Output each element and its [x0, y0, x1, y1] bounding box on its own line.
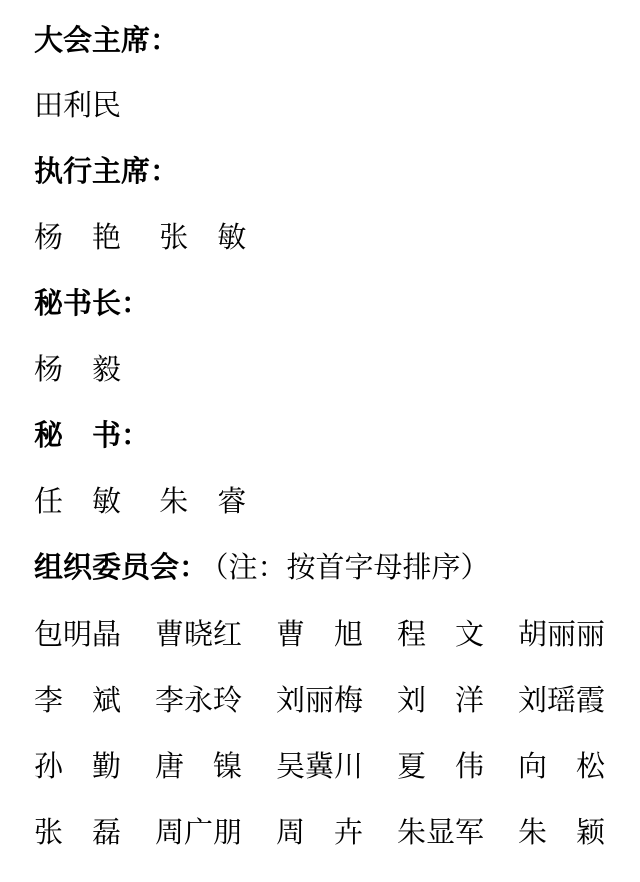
- committee-member: 包明晶: [34, 617, 122, 651]
- committee-member: 周 卉: [276, 815, 364, 849]
- committee-member: 唐 镍: [155, 749, 243, 783]
- person-name: 任 敏: [34, 484, 122, 518]
- person-name: 杨 艳: [34, 220, 122, 254]
- person-name: 杨 毅: [34, 352, 122, 386]
- section-heading-executive-chair: 执行主席：: [34, 154, 180, 188]
- committee-member: 刘瑶霞: [518, 683, 606, 717]
- committee-member: 夏 伟: [397, 749, 485, 783]
- committee-row: [34, 614, 624, 654]
- committee-member: 刘丽梅: [276, 683, 364, 717]
- committee-member: 张 磊: [34, 815, 122, 849]
- section-heading-secretary-general: 秘书长：: [34, 286, 151, 320]
- committee-member: 胡丽丽: [518, 617, 606, 651]
- committee-member: 曹 旭: [276, 617, 364, 651]
- committee-member: 李永玲: [155, 683, 243, 717]
- committee-member: 向 松: [518, 749, 606, 783]
- committee-member: 曹晓红: [155, 617, 243, 651]
- section-names-secretary: [34, 481, 246, 521]
- committee-row: [34, 746, 624, 786]
- committee-member: 刘 洋: [397, 683, 485, 717]
- committee-member: 朱显军: [397, 815, 485, 849]
- committee-heading: 组织委员会：: [34, 550, 209, 584]
- section-names-executive-chair: [34, 217, 246, 257]
- section-heading-secretary: 秘 书：: [34, 418, 151, 452]
- committee-member: 李 斌: [34, 683, 122, 717]
- section-heading-conference-chair: 大会主席：: [34, 23, 180, 57]
- committee-member: 朱 颖: [518, 815, 606, 849]
- committee-member: 周广朋: [155, 815, 243, 849]
- person-name: 田利民: [34, 88, 122, 122]
- committee-note: （注：按首字母排序）: [214, 550, 490, 584]
- committee-member: 孙 勤: [34, 749, 122, 783]
- committee-member: 程 文: [397, 617, 485, 651]
- committee-row: [34, 812, 624, 852]
- section-names-conference-chair: [34, 85, 121, 125]
- committee-row: [34, 680, 624, 720]
- person-name: 张 敏: [159, 220, 247, 254]
- section-names-secretary-general: [34, 349, 121, 389]
- committee-heading-line: [34, 547, 490, 587]
- committee-member: 吴冀川: [276, 749, 364, 783]
- person-name: 朱 睿: [159, 484, 247, 518]
